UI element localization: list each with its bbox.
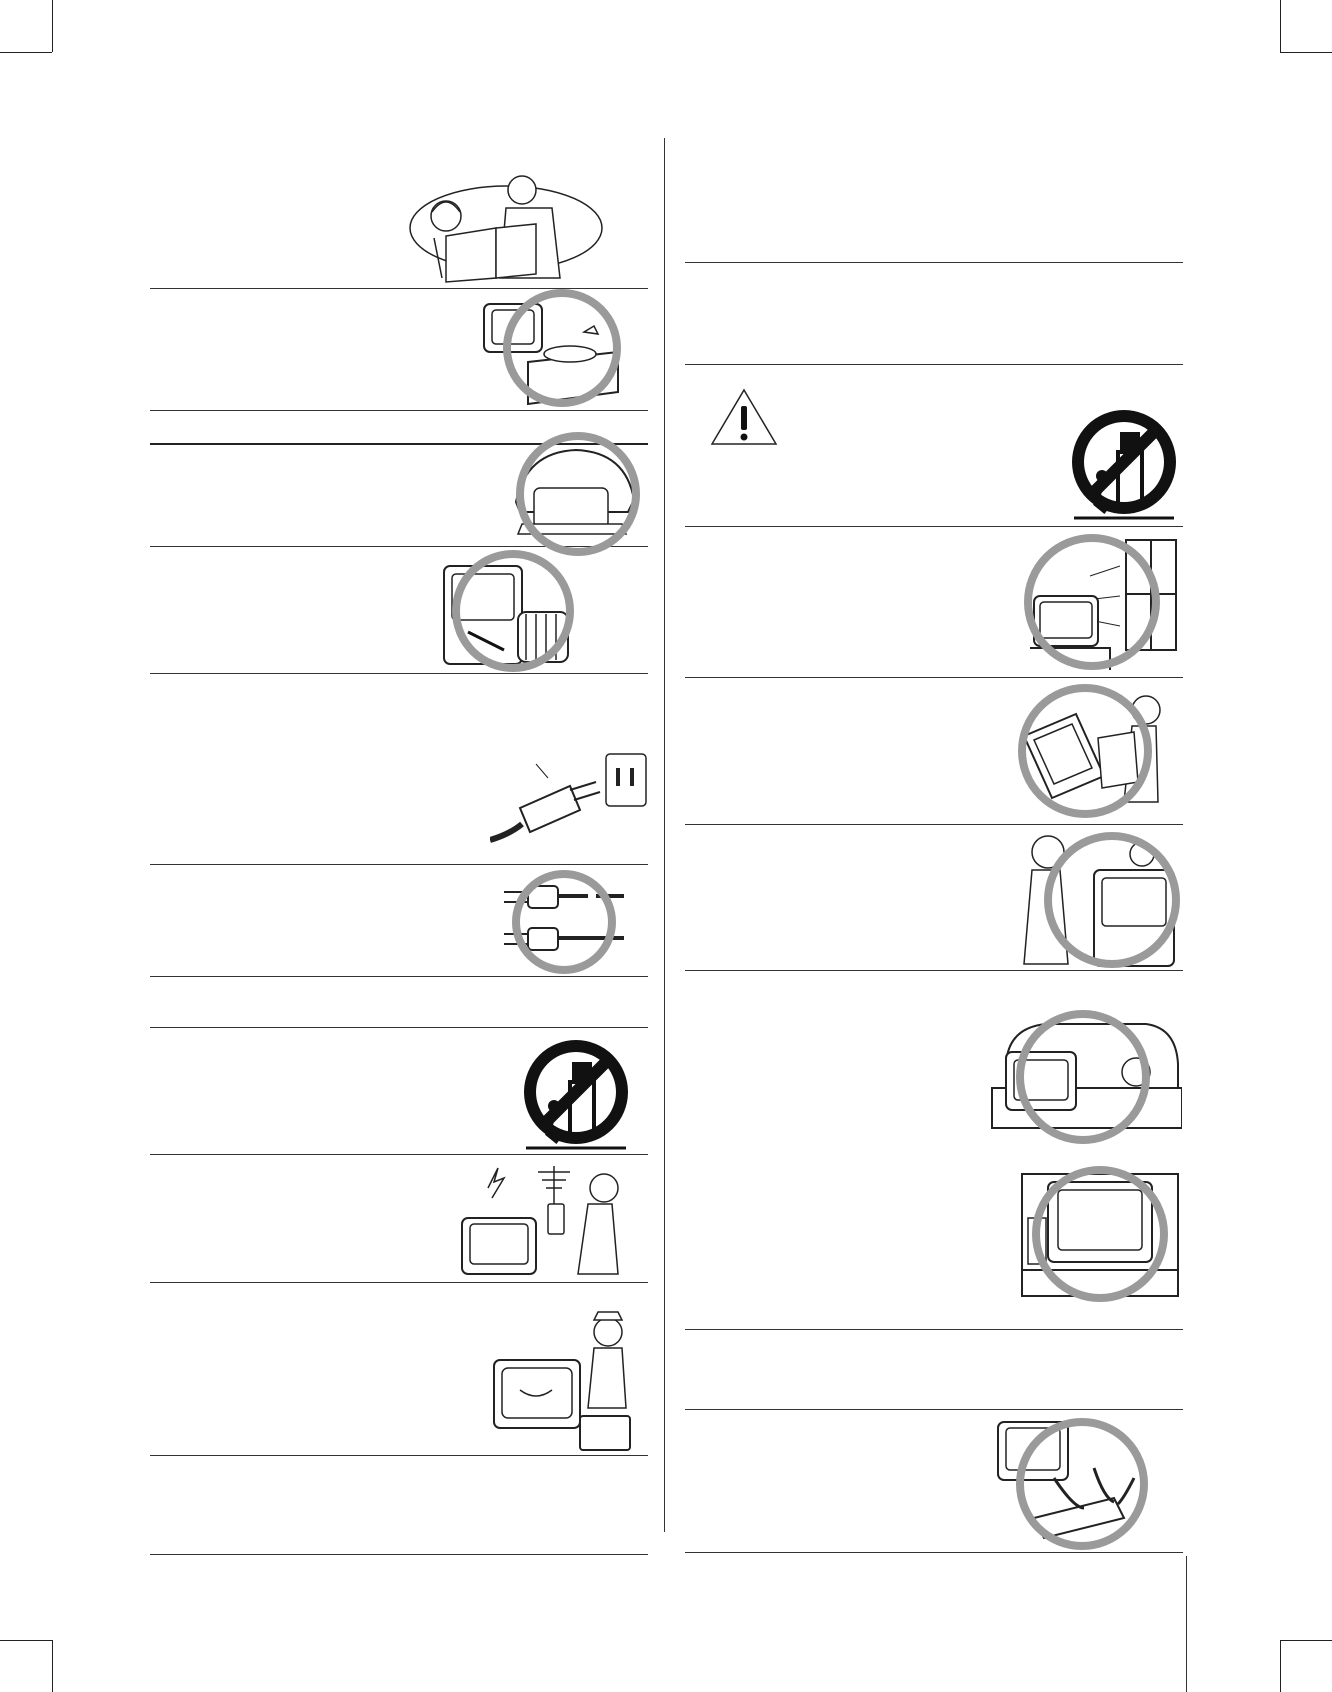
left-rule-10 xyxy=(150,1282,648,1283)
right-rule-6 xyxy=(685,970,1183,971)
right-rule-4 xyxy=(685,677,1183,678)
prohibition-ring xyxy=(1018,684,1152,818)
left-rule-12 xyxy=(150,1554,648,1555)
column-divider xyxy=(664,138,665,1532)
left-rule-11 xyxy=(150,1455,648,1456)
caution-exclamation-triangle-icon xyxy=(710,388,778,446)
crop-mark-top-left-h xyxy=(0,52,52,53)
prohibition-ring xyxy=(1016,1418,1148,1550)
right-rule-9 xyxy=(685,1552,1183,1553)
crop-mark-top-right-v xyxy=(1280,0,1281,52)
cart-tip-over-warning-icon xyxy=(518,1036,634,1152)
service-technician-icon xyxy=(490,1310,646,1454)
prohibition-ring xyxy=(1044,832,1180,968)
lightning-antenna-unplug-icon xyxy=(458,1158,638,1278)
crop-mark-bottom-left-v xyxy=(52,1640,53,1692)
right-rule-3 xyxy=(685,526,1183,527)
prohibition-ring xyxy=(503,289,621,407)
right-rule-1 xyxy=(685,262,1183,263)
left-rule-7 xyxy=(150,976,648,977)
prohibition-ring xyxy=(516,432,640,556)
page-edge-marker xyxy=(1186,1556,1187,1692)
crop-mark-top-right-h xyxy=(1280,52,1332,53)
right-rule-2 xyxy=(685,364,1183,365)
right-rule-5 xyxy=(685,824,1183,825)
prohibition-ring xyxy=(512,870,616,974)
prohibition-ring xyxy=(1016,1010,1150,1144)
prohibition-ring xyxy=(1032,1166,1168,1302)
prohibition-ring xyxy=(452,550,574,672)
left-rule-9 xyxy=(150,1154,648,1155)
polarized-plug-outlet-icon xyxy=(490,752,650,852)
left-rule-8 xyxy=(150,1027,648,1028)
right-rule-8 xyxy=(685,1409,1183,1410)
left-rule-6 xyxy=(150,864,648,865)
crop-mark-bottom-right-h xyxy=(1280,1640,1332,1641)
prohibition-ring xyxy=(1024,534,1160,670)
crop-mark-bottom-left-h xyxy=(0,1640,52,1641)
cart-tip-over-warning-icon xyxy=(1066,404,1182,524)
crop-mark-top-left-v xyxy=(52,0,53,52)
left-rule-2 xyxy=(150,410,648,411)
right-rule-7 xyxy=(685,1329,1183,1330)
crop-mark-bottom-right-v xyxy=(1280,1640,1281,1692)
parent-child-reading-icon xyxy=(406,168,606,286)
left-rule-5 xyxy=(150,673,648,674)
left-rule-1 xyxy=(150,288,648,289)
